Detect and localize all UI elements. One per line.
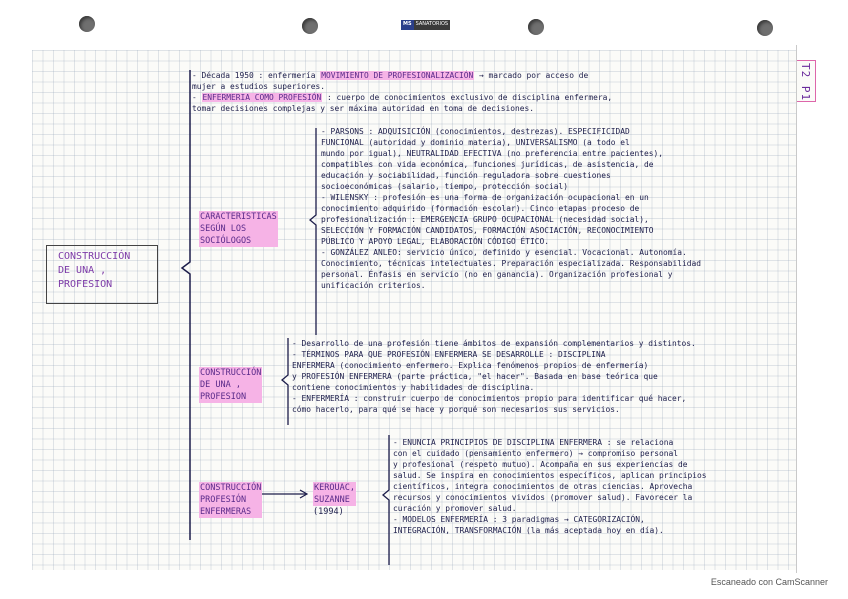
label-line: CONSTRUCCIÓN	[200, 483, 262, 493]
text: mujer a estudios superiores.	[192, 82, 326, 91]
main-title-line: CONSTRUCCIÓN	[58, 251, 131, 262]
note-line: - GONZÁLEZ ANLEO: servicio único, definido y esencial. Vocacional. Autonomía.	[321, 248, 687, 257]
text: tomar decisiones complejas y ser máxima autoridad en toma de decisiones.	[192, 104, 535, 113]
section3-text	[393, 437, 707, 536]
section3-author	[313, 482, 356, 518]
note-line: con el cuidado (pensamiento enfermero) → compromiso personal	[393, 449, 679, 458]
logo-brand-a: MS	[401, 20, 414, 30]
note-line: PÚBLICO Y APOYO LEGAL, ELABORACIÓN CÓDIGO ÉTICO.	[321, 237, 550, 246]
note-line: profesionalización : EMERGENCIA GRUPO OCUPACIONAL (necesidad social),	[321, 215, 649, 224]
scanner-watermark: Escaneado con CamScanner	[710, 577, 828, 587]
note-line: - ENUNCIA PRINCIPIOS DE DISCIPLINA ENFERMERA : se relaciona	[393, 438, 674, 447]
text: - Década 1950 : enfermería	[192, 71, 321, 80]
note-line: Conocimiento, técnicas intelectuales. Preparación especializada. Responsabilidad	[321, 259, 702, 268]
author-line: KEROUAC,	[314, 483, 355, 493]
section2-label	[199, 367, 262, 403]
note-line: contiene conocimientos y habilidades de disciplina.	[292, 383, 535, 392]
note-line: salud. Se inspira en conocimientos específicos, aplican principios	[393, 471, 707, 480]
intro-line	[192, 70, 612, 81]
section2-text	[292, 338, 696, 415]
label-line: PROFESION	[199, 391, 262, 403]
intro-line	[192, 103, 612, 114]
note-line: y profesional (respeto mutuo). Acompaña en sus experiencias de	[393, 460, 688, 469]
main-title-line: PROFESION	[58, 279, 113, 290]
note-line: - TÉRMINOS PARA QUE PROFESIÓN ENFERMERA SE DESARROLLE : DISCIPLINA	[292, 350, 606, 359]
note-line: ENFERMERA (conocimiento enfermero. Explica fenómenos propios de enfermería)	[292, 361, 649, 370]
label-line: DE UNA ,	[199, 379, 262, 391]
label-line: ENFERMERAS	[199, 506, 262, 518]
label-line: SEGÚN LOS	[199, 223, 278, 235]
intro-line	[192, 81, 612, 92]
author-line: SUZANNE	[313, 494, 356, 506]
note-line: INTEGRACIÓN, TRANSFORMACIÓN (la más aceptada hoy en día).	[393, 526, 664, 535]
highlight: ENFERMERIA COMO PROFESIÓN	[202, 93, 322, 102]
note-line: educación y sociabilidad, función reguladora sobre cuestiones	[321, 171, 611, 180]
note-line: conocimiento adquirido (formación escolar). Cinco etapas proceso de	[321, 204, 640, 213]
highlight: MOVIMIENTO DE PROFESIONALIZACIÓN	[321, 71, 474, 80]
note-line: compatibles con vida económica, funciones jurídicas, de asistencia, de	[321, 160, 654, 169]
note-line: recursos y conocimientos vividos (promover salud). Favorecer la	[393, 493, 693, 502]
intro-block	[192, 70, 612, 114]
tab-label: T2 P1	[799, 63, 812, 102]
label-line: PROFESIÓN	[199, 494, 262, 506]
note-line: cómo hacerlo, para qué se hace y porqué son necesarios sus servicios.	[292, 405, 620, 414]
note-line: unificación criterios.	[321, 281, 426, 290]
note-line: - Desarrollo de una profesión tiene ámbitos de expansión complementarios y distintos.	[292, 339, 696, 348]
section1-text	[321, 126, 701, 291]
label-line: CARACTERISTICAS	[200, 212, 277, 222]
note-line: SELECCIÓN Y FORMACIÓN CANDIDATOS, FORMACIÓN ASOCIACIÓN, RECONOCIMIENTO	[321, 226, 654, 235]
note-line: científicos, integra conocimientos de otras ciencias. Aprovecha	[393, 482, 693, 491]
section3-label	[199, 482, 262, 518]
intro-line	[192, 92, 612, 103]
text: : cuerpo de conocimientos exclusivo de disciplina enfermera,	[322, 93, 613, 102]
section1-label	[199, 211, 278, 247]
note-line: - WILENSKY : profesión es una forma de organización ocupacional en un	[321, 193, 649, 202]
note-line: socioeconómicas (salario, tiempo, protección social)	[321, 182, 569, 191]
note-line: - PARSONS : ADQUISICIÓN (conocimientos, destrezas). ESPECIFICIDAD	[321, 127, 630, 136]
label-line: CONSTRUCCIÓN	[200, 368, 262, 378]
logo-brand-b: SANATORIOS	[414, 20, 451, 30]
author-line: (1994)	[313, 507, 344, 517]
note-line: personal. Énfasis en servicio (no en ganancia). Organización profesional y	[321, 270, 673, 279]
note-line: FUNCIONAL (autoridad y dominio materia), UNIVERSALISMO (a todo el	[321, 138, 630, 147]
label-line: SOCIÓLOGOS	[199, 235, 278, 247]
note-line: curación y promover salud.	[393, 504, 517, 513]
text: → marcado por acceso de	[474, 71, 589, 80]
note-line: y PROFESIÓN ENFERMERA (parte práctica, "el hacer". Basada en base teórica que	[292, 372, 658, 381]
note-line: - ENFERMERÍA : construir cuerpo de conocimientos propio para identificar qué hacer,	[292, 394, 687, 403]
text: -	[192, 93, 202, 102]
main-title-line: DE UNA ,	[58, 265, 107, 276]
note-line: mundo por igual), NEUTRALIDAD EFECTIVA (no preferencia entre pacientes),	[321, 149, 664, 158]
note-line: - MODELOS ENFERMERÍA : 3 paradigmas → CATEGORIZACIÓN,	[393, 515, 645, 524]
